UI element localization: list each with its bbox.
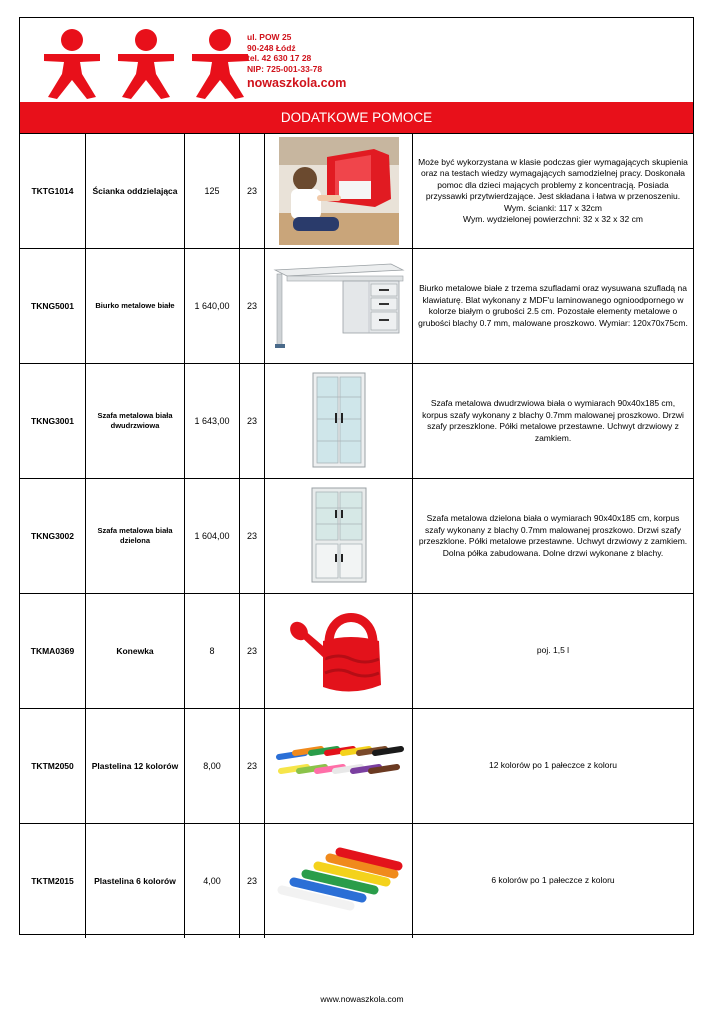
product-price: 8,00: [184, 709, 239, 823]
catalog-frame: [19, 17, 694, 935]
phone: tel. 42 630 17 28: [247, 53, 312, 63]
section-title: DODATKOWE POMOCE: [280, 110, 433, 125]
product-image: [264, 824, 412, 938]
product-code: TKTM2015: [31, 876, 74, 886]
product-vat: 23: [239, 364, 264, 478]
metal-desk-photo: [273, 262, 405, 350]
product-price: 1 640,00: [184, 249, 239, 363]
product-code: TKTM2050: [31, 761, 74, 771]
product-name: Plastelina 12 kolorów: [85, 709, 184, 823]
product-description: [412, 824, 693, 938]
product-description: [412, 709, 693, 823]
product-image: [264, 709, 412, 823]
product-description: [412, 594, 693, 708]
product-code: TKNG3002: [31, 531, 74, 541]
product-description: [412, 249, 693, 363]
product-price: 8: [184, 594, 239, 708]
footer-url[interactable]: www.nowaszkola.com: [320, 994, 404, 1004]
logo-figures-icon: [42, 28, 257, 100]
product-image: [264, 479, 412, 593]
product-price: 1 643,00: [184, 364, 239, 478]
product-description: [412, 134, 693, 248]
product-vat: 23: [239, 134, 264, 248]
product-vat: 23: [239, 709, 264, 823]
plasticine-12-photo: [271, 739, 407, 793]
description-text: 12 kolorów po 1 pałeczce z koloru: [488, 760, 618, 771]
header: [20, 18, 693, 102]
product-description: [412, 364, 693, 478]
table-row: [20, 823, 693, 938]
product-name: Biurko metalowe białe: [85, 249, 184, 363]
product-code: TKNG5001: [31, 301, 74, 311]
description-text: Może być wykorzystana w klasie podczas gier wymagających skupienia oraz na testach wiedzy wymagających samodzielnej pracy. Doskonała pomoc dla dzieci mających problemy z koncentracją. Posiada przyssawki przytwierdzające. Jest składana i łatwa w przenoszeniu. Wym. ścianki: 117 x 32cm Wym. wydzielonej powierzchni: 32 x 32 x 32 cm: [418, 156, 688, 224]
table-row: [20, 133, 693, 248]
divider-wall-photo: [279, 137, 399, 245]
table-row: [20, 478, 693, 593]
product-image: [264, 364, 412, 478]
address-line-1: ul. POW 25: [247, 32, 292, 42]
address-line-2: 90-248 Łódź: [247, 42, 296, 53]
product-vat: 23: [239, 249, 264, 363]
product-vat: 23: [239, 824, 264, 938]
section-banner: [20, 102, 693, 133]
description-text: Szafa metalowa dzielona biała o wymiarach 90x40x185 cm, korpus szafy wykonany z blachy 0.7mm malowanej proszkowo. Drzwi szafy przeszklone. Półki metalowe przestawne. Uchwyt drzwiowy z zamkiem. Dolna półka zabudowana. Dolne drzwi wykonane z blachy.: [418, 513, 688, 558]
product-code: TKTG1014: [31, 186, 74, 196]
product-name: Plastelina 6 kolorów: [85, 824, 184, 938]
contact-block: [247, 32, 346, 91]
product-price: 1 604,00: [184, 479, 239, 593]
split-cabinet-photo: [310, 486, 368, 586]
product-name: Szafa metalowa biała dzielona: [85, 479, 184, 593]
product-price: 4,00: [184, 824, 239, 938]
glass-cabinet-photo: [311, 371, 367, 471]
description-text: Biurko metalowe białe z trzema szufladami oraz wysuwana szufladą na klawiaturę. Blat wykonany z MDF'u laminowanego ognioodpornego w kolorze białym o grubości 2.5 cm. Pozostałe elementy metalowe o grubości blachy 0.7 mm, malowane proszkowo. Wymiar: 120x70x75cm.: [418, 283, 688, 328]
nip: NIP: 725-001-33-78: [247, 63, 323, 74]
product-description: [412, 479, 693, 593]
table-row: [20, 708, 693, 823]
description-text: 6 kolorów po 1 pałeczce z koloru: [491, 875, 615, 886]
watering-can-photo: [289, 603, 389, 699]
product-image: [264, 249, 412, 363]
product-name: Szafa metalowa biała dwudrzwiowa: [85, 364, 184, 478]
product-image: [264, 134, 412, 248]
product-name: Ścianka oddzielająca: [85, 134, 184, 248]
product-vat: 23: [239, 594, 264, 708]
product-price: 125: [184, 134, 239, 248]
table-row: [20, 363, 693, 478]
product-vat: 23: [239, 479, 264, 593]
table-row: [20, 248, 693, 363]
description-text: poj. 1,5 l: [536, 645, 570, 656]
product-name: Konewka: [85, 594, 184, 708]
description-text: Szafa metalowa dwudrzwiowa biała o wymiarach 90x40x185 cm, korpus szafy wykonany z blachy 0.7mm malowanej proszkowo. Drzwi szafy przeszklone. Półki metalowe przestawne. Uchwyt drzwiowy z zamkiem.: [422, 398, 684, 443]
product-image: [264, 594, 412, 708]
website[interactable]: nowaszkola.com: [247, 76, 347, 90]
product-code: TKMA0369: [30, 646, 75, 656]
plasticine-6-photo: [274, 846, 404, 916]
table-row: [20, 593, 693, 708]
product-code: TKNG3001: [31, 416, 74, 426]
